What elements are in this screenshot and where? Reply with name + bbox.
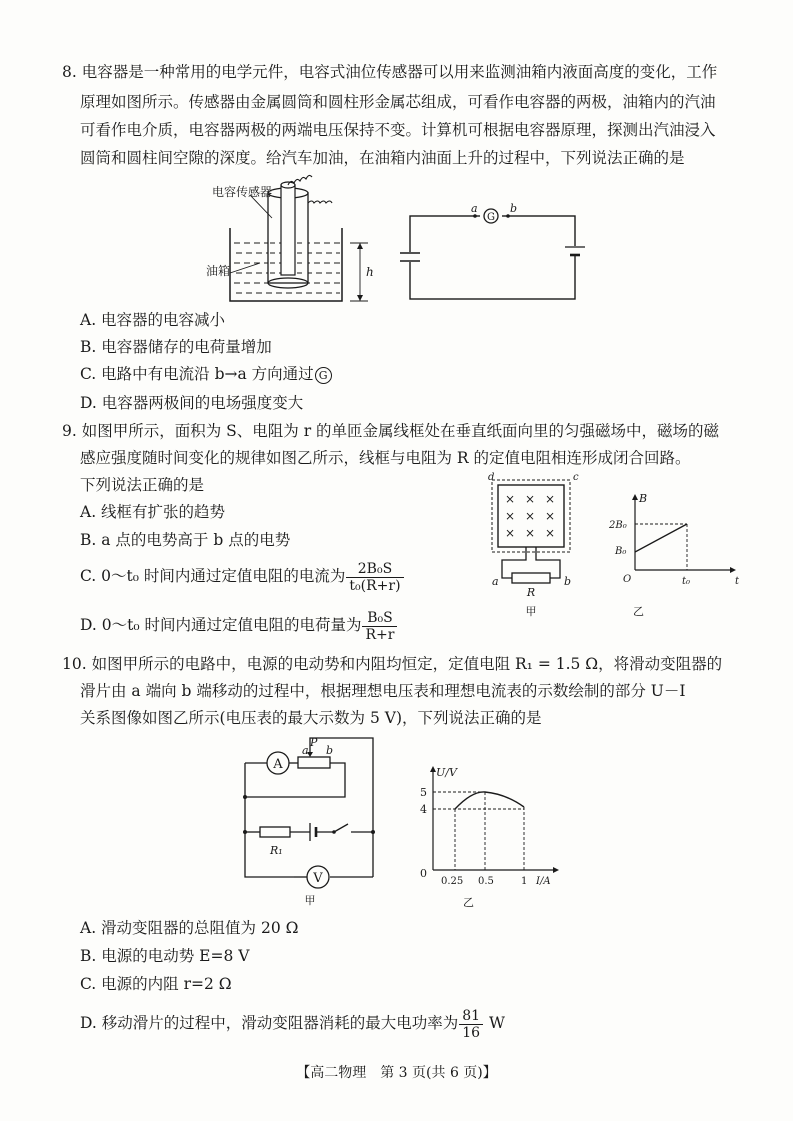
svg-text:c: c [573,472,579,483]
q9-d-fraction: $\frac{\text{B₀S}}{R+r}$ [362,610,397,643]
svg-text:G: G [487,212,495,223]
q8-option-d: D. 电容器两极间的电场强度变大 [80,394,304,412]
svg-text:U/V: U/V [436,766,457,779]
svg-text:1: 1 [521,876,528,887]
svg-text:B: B [639,492,648,505]
svg-text:a: a [492,575,499,588]
svg-text:5: 5 [420,786,427,799]
point-b: b [510,202,518,215]
resistor-r1-icon [260,827,290,837]
svg-text:甲: 甲 [525,605,537,618]
svg-text:甲: 甲 [304,894,316,907]
svg-text:×: × [524,492,536,506]
point-a: a [471,202,478,215]
svg-text:R₁: R₁ [270,844,283,857]
q8-stem-line2: 原理如图所示。传感器由金属圆筒和圆柱形金属芯组成，可看作电容器的两极，油箱内的汽油 [80,93,716,111]
q8-stem-line4: 圆筒和圆柱间空隙的深度。给汽车加油，在油箱内油面上升的过程中，下列说法正确的是 [80,149,685,167]
svg-text:×: × [504,509,516,523]
svg-text:b: b [564,575,572,588]
resistor-icon [512,573,550,583]
svg-text:×: × [524,509,536,523]
svg-text:×: × [524,526,536,540]
svg-text:a: a [302,744,309,757]
svg-text:乙: 乙 [633,605,644,618]
q9-c-fraction: $\frac{\text{2B₀S}}{\text{t₀(R+r)}}$ [346,561,403,594]
q9-option-c: C. 0～t₀ 时间内通过定值电阻的电流为 $\frac{\text{2B₀S}}{\text{t₀(R+r)}}$ [80,556,405,596]
q9-b-t-graph [605,492,740,622]
svg-text:P: P [310,736,318,749]
q10-stem-line2: 滑片由 a 端向 b 端移动的过程中，根据理想电压表和理想电流表的示数绘制的部分 U－I [80,682,686,700]
q10-option-a: A. 滑动变阻器的总阻值为 20 Ω [80,919,299,937]
q8-option-c: C. 电路中有电流沿 b→a 方向通过 G [80,364,332,384]
q10-d-fraction: $\frac{81}{16}$ [459,1008,483,1041]
q9-stem-line3: 下列说法正确的是 [80,476,205,494]
svg-text:×: × [544,509,556,523]
sensor-label: 电容传感器 [212,185,273,199]
galvanometer-icon: G [315,367,332,384]
svg-text:×: × [544,492,556,506]
svg-text:b: b [326,744,334,757]
q9-option-d: D. 0～t₀ 时间内通过定值电阻的电荷量为 $\frac{\text{B₀S}}{R+r}$ [80,605,398,645]
svg-text:d: d [488,472,495,483]
svg-text:V: V [313,871,323,886]
q10-stem-line3: 关系图像如图乙所示(电压表的最大示数为 5 V)，下列说法正确的是 [80,709,542,727]
svg-text:2B₀: 2B₀ [609,520,627,531]
q10-option-c: C. 电源的内阻 r=2 Ω [80,975,232,993]
svg-text:B₀: B₀ [615,546,627,557]
q9-stem-line1: 9. 如图甲所示，面积为 S、电阻为 r 的单匝金属线框处在垂直纸面向里的匀强磁场中，磁场的磁 [62,422,720,440]
q8-stem-line3: 可看作电介质，电容器两极的两端电压保持不变。计算机可根据电容器原理，探测出汽油浸入 [80,121,716,139]
q10-option-b: B. 电源的电动势 E=8 V [80,947,250,965]
svg-text:t: t [735,576,740,587]
svg-text:×: × [504,492,516,506]
u-i-curve [455,792,524,809]
tank-label: 油箱 [206,264,231,278]
svg-text:O: O [623,574,632,585]
q9-coil-diagram [480,470,590,620]
h-label: h [366,265,374,279]
rheostat-icon [298,757,330,768]
svg-text:I/A: I/A [536,876,551,887]
svg-text:0.5: 0.5 [478,876,494,887]
q10-u-i-graph [408,760,568,910]
q9-option-a: A. 线框有扩张的趋势 [80,503,226,521]
svg-text:0: 0 [420,867,427,880]
q9-stem-line2: 感应强度随时间变化的规律如图乙所示，线框与电阻为 R 的定值电阻相连形成闭合回路。 [80,449,691,467]
q10-circuit-diagram [230,730,385,910]
q8-tank-diagram [200,163,380,308]
q8-circuit-diagram [395,200,590,305]
b-field-line [635,524,687,552]
q8-option-b: B. 电容器储存的电荷量增加 [80,338,272,356]
svg-text:0.25: 0.25 [441,876,464,887]
svg-text:4: 4 [420,803,427,816]
q10-stem-line1: 10. 如图甲所示的电路中，电源的电动势和内阻均恒定，定值电阻 R₁ = 1.5 Ω，将滑动变阻器的 [62,655,723,673]
svg-text:t₀: t₀ [682,576,691,587]
svg-text:A: A [273,757,283,772]
page-footer: 【高二物理 第 3 页(共 6 页)】 [296,1065,497,1081]
svg-text:R: R [526,586,536,599]
q8-stem-line1: 8. 电容器是一种常用的电学元件，电容式油位传感器可以用来监测油箱内液面高度的变化，工作 [62,63,718,81]
q8-option-a: A. 电容器的电容减小 [80,311,226,329]
svg-text:×: × [504,526,516,540]
svg-text:×: × [544,526,556,540]
switch-icon [334,824,348,832]
svg-text:乙: 乙 [463,896,474,909]
q10-option-d: D. 移动滑片的过程中，滑动变阻器消耗的最大电功率为 $\frac{81}{16}$ W [80,1007,505,1041]
q9-option-b: B. a 点的电势高于 b 点的电势 [80,531,291,549]
